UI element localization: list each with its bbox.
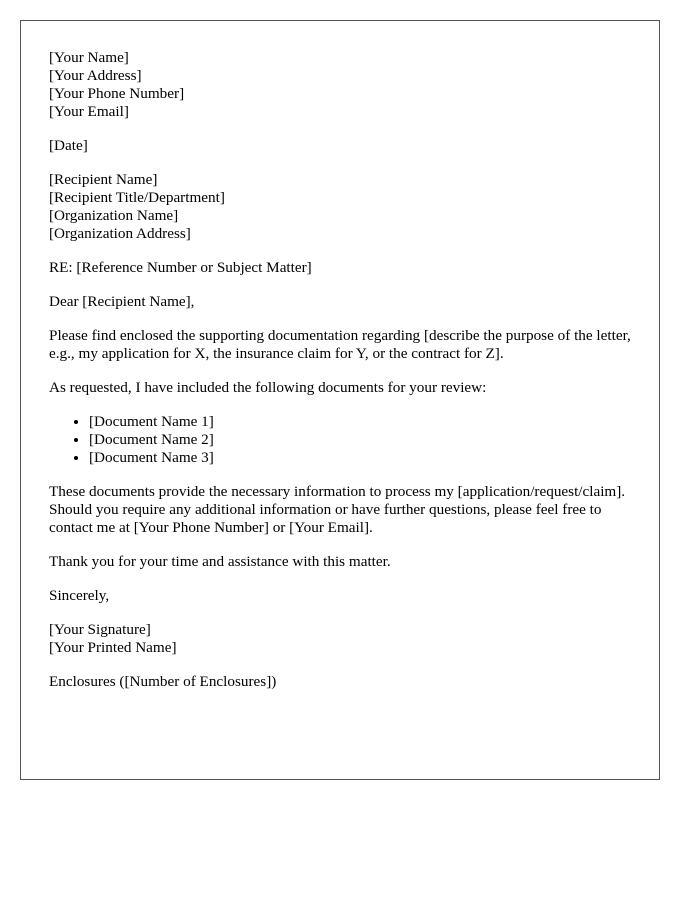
closing: Sincerely, — [49, 587, 110, 604]
recipient-address: [Organization Address] — [49, 225, 191, 242]
document-list-item: • [Document Name 1] — [89, 413, 639, 431]
document-list-item: • [Document Name 2] — [89, 431, 639, 449]
document-list-item: • [Document Name 3] — [89, 449, 639, 467]
salutation: Dear [Recipient Name], — [49, 293, 195, 310]
signature-block — [49, 621, 639, 657]
document-list — [49, 413, 639, 467]
sender-name: [Your Name] — [49, 49, 129, 66]
re-line: RE: [Reference Number or Subject Matter] — [49, 259, 312, 276]
recipient-title: [Recipient Title/Department] — [49, 189, 225, 206]
letter-content — [49, 49, 639, 707]
intro-paragraph: Please find enclosed the supporting documentation regarding [describe the purpose of the letter, e.g., my application for X, the insurance claim for Y, or the contract for Z]. — [49, 327, 631, 362]
printed-name: [Your Printed Name] — [49, 639, 177, 656]
sender-block — [49, 49, 639, 121]
recipient-block — [49, 171, 639, 243]
letter-page — [20, 20, 660, 780]
signature: [Your Signature] — [49, 621, 151, 638]
thanks-paragraph: Thank you for your time and assistance with this matter. — [49, 553, 391, 570]
recipient-name: [Recipient Name] — [49, 171, 158, 188]
letter-date: [Date] — [49, 137, 88, 154]
sender-address: [Your Address] — [49, 67, 142, 84]
request-paragraph: As requested, I have included the following documents for your review: — [49, 379, 487, 396]
recipient-organization: [Organization Name] — [49, 207, 179, 224]
sender-email: [Your Email] — [49, 103, 129, 120]
followup-paragraph: These documents provide the necessary information to process my [application/request/claim]. Should you require any additional information or have further questions, please feel free to contact me at [Your Phone Number] or [Your Email]. — [49, 483, 626, 536]
sender-phone: [Your Phone Number] — [49, 85, 185, 102]
enclosures-line: Enclosures ([Number of Enclosures]) — [49, 673, 277, 690]
